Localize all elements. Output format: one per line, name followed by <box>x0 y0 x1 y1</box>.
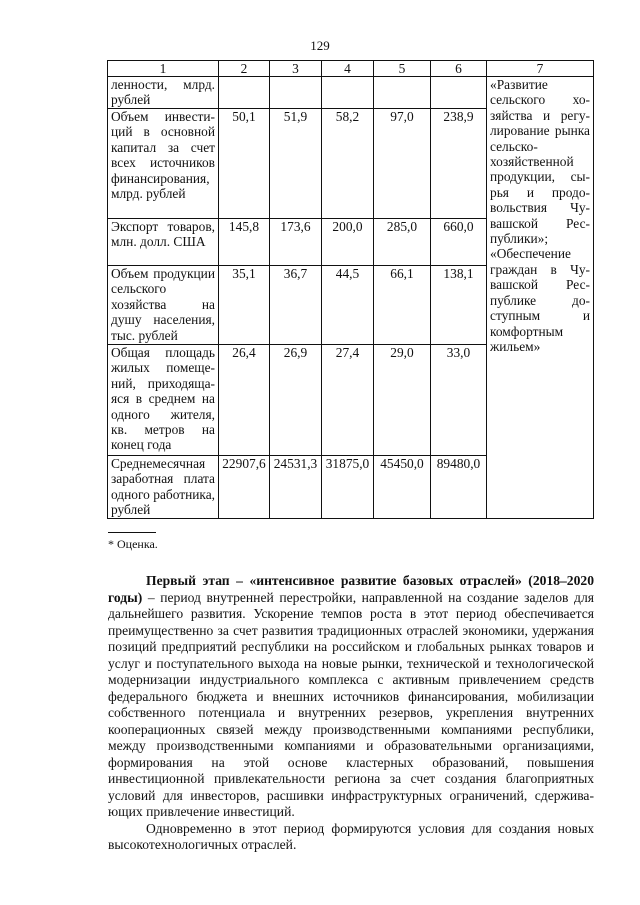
paragraph-second: Одновременно в этот период формируются условия для создания новых высокотехнологичных отраслей. <box>108 820 594 852</box>
row-label: Объем инвестиций в основной капитал за счет всех источников финансирования, млрд. рублей <box>108 109 219 219</box>
value-cell: 58,2 <box>322 109 374 219</box>
value-cell: 29,0 <box>374 345 431 456</box>
column-header: 4 <box>322 61 374 77</box>
paragraph-text: – период внутренней перестройки, направленной на создание заделов для дальнейшего развития. Ускорение темпов роста в этот период обеспечивается преимущественно за счет развития традиционных отраслей экономики, удержания позиций предприятий республики на российском и глобальных рынках товаров и услуг и поступательного выхода на новые рынки, технической и технологической модернизации индустриального комплекса с активным привлечением средств федерального бюджета и внешних источников финансирования, мобилизации собственного потенциала и внутренних резервов, укрепления внутренних кооперационных связей между производственными компаниями республики, между производственными компаниями и образовательными организациями, формирования на этой основе кластерных образований, повышения инвестиционной привлекательности региона за счет создания благоприятных условий для инвесторов, расшивки инфраструктурных ограничений, сдерживающих привлечение инвестиций. <box>108 589 594 819</box>
column-header: 3 <box>270 61 322 77</box>
table-row <box>108 77 594 109</box>
value-cell: 200,0 <box>322 219 374 266</box>
value-cell: 660,0 <box>431 219 487 266</box>
row-label: Объем продукции сельского хозяйства на душу населения, тыс. рублей <box>108 266 219 345</box>
value-cell: 31875,0 <box>322 456 374 519</box>
programs-cell: «Развитие сельского хозяйства и регулирование рынка сельскохозяйственной продукции, сырья и продовольствия Чувашской Республики»; «Обеспечение граждан в Чувашской Республике доступным и комфортным жильем» <box>487 77 594 519</box>
value-cell <box>270 77 322 109</box>
value-cell: 51,9 <box>270 109 322 219</box>
row-label: Общая площадь жилых помещений, приходящаяся в среднем на одного жителя, кв. метров на конец года <box>108 345 219 456</box>
footnote: * Оценка. <box>108 537 158 551</box>
value-cell: 27,4 <box>322 345 374 456</box>
value-cell: 33,0 <box>431 345 487 456</box>
value-cell: 24531,3 <box>270 456 322 519</box>
value-cell <box>374 77 431 109</box>
value-cell: 285,0 <box>374 219 431 266</box>
value-cell: 35,1 <box>219 266 270 345</box>
value-cell: 89480,0 <box>431 456 487 519</box>
value-cell: 50,1 <box>219 109 270 219</box>
column-header: 5 <box>374 61 431 77</box>
indicators-table <box>107 60 594 519</box>
value-cell: 26,9 <box>270 345 322 456</box>
column-header: 2 <box>219 61 270 77</box>
value-cell: 26,4 <box>219 345 270 456</box>
paragraph-first-stage <box>108 573 594 821</box>
stage-heading: Первый этап – «интенсивное развитие базовых отраслей» (2018–2020 годы) <box>108 573 594 605</box>
page-number: 129 <box>310 38 330 53</box>
value-cell: 22907,6 <box>219 456 270 519</box>
footnote-divider <box>108 532 156 533</box>
value-cell <box>431 77 487 109</box>
row-label: ленности, млрд. рублей <box>108 77 219 109</box>
value-cell: 173,6 <box>270 219 322 266</box>
row-label: Среднемесячная заработная плата одного работника, рублей <box>108 456 219 519</box>
value-cell: 45450,0 <box>374 456 431 519</box>
value-cell <box>322 77 374 109</box>
column-header: 1 <box>108 61 219 77</box>
value-cell: 66,1 <box>374 266 431 345</box>
column-header: 6 <box>431 61 487 77</box>
column-header: 7 <box>487 61 594 77</box>
value-cell: 145,8 <box>219 219 270 266</box>
row-label: Экспорт товаров, млн. долл. США <box>108 219 219 266</box>
value-cell <box>219 77 270 109</box>
value-cell: 44,5 <box>322 266 374 345</box>
body-text <box>108 573 594 854</box>
value-cell: 138,1 <box>431 266 487 345</box>
value-cell: 97,0 <box>374 109 431 219</box>
table-header-row <box>108 61 594 77</box>
value-cell: 238,9 <box>431 109 487 219</box>
value-cell: 36,7 <box>270 266 322 345</box>
